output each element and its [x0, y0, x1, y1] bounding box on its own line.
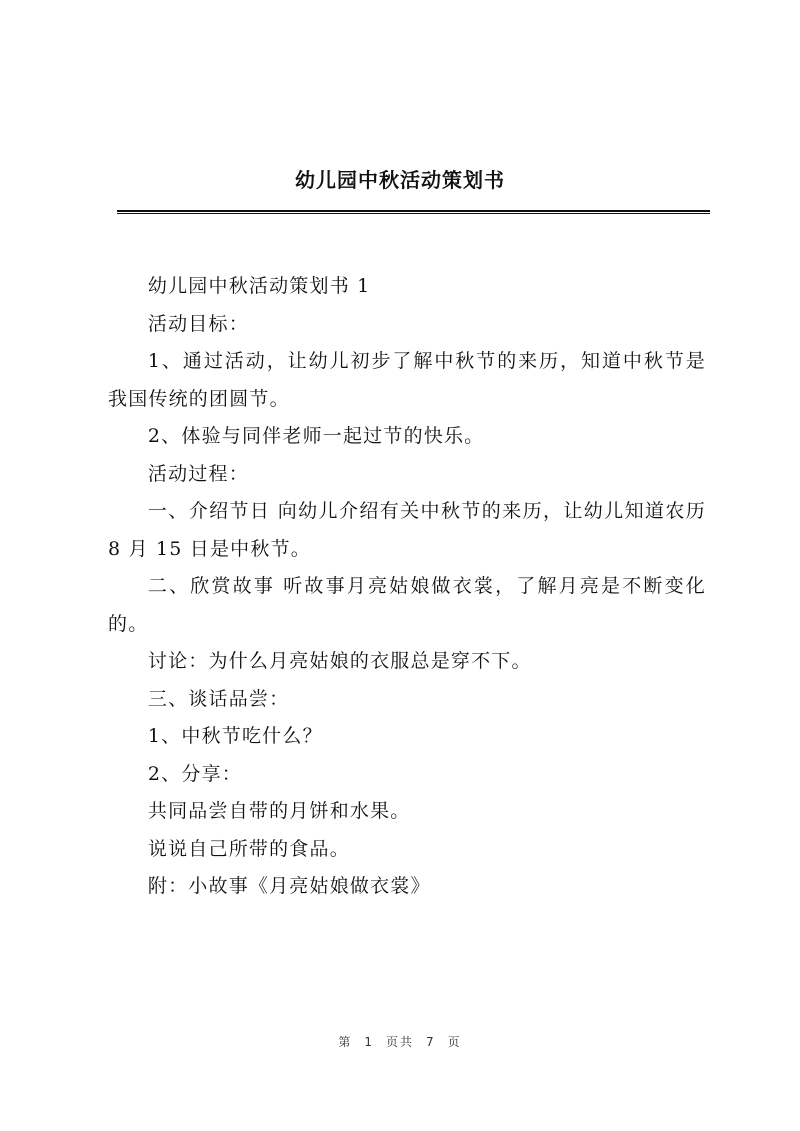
- paragraph-share-2: 说说自己所带的食品。: [147, 837, 350, 860]
- paragraph-discussion: 讨论：为什么月亮姑娘的衣服总是穿不下。: [147, 650, 532, 672]
- paragraph-question-1: 1、中秋节吃什么？: [147, 725, 323, 747]
- footer-label-of: 页共: [385, 1035, 414, 1049]
- paragraph-step-3: 三、谈话品尝：: [147, 687, 290, 710]
- footer-label-end: 页: [447, 1035, 462, 1049]
- document-title: 幼儿园中秋活动策划书: [295, 168, 505, 192]
- paragraph-goal-1: 1、通过活动，让幼儿初步了解中秋节的来历，知道中秋节是我国传统的团圆节。: [108, 350, 706, 410]
- page-footer: [0, 1033, 800, 1050]
- paragraph-step-2: 二、欣赏故事 听故事月亮姑娘做衣裳，了解月亮是不断变化的。: [108, 575, 706, 635]
- title-divider: [117, 210, 710, 214]
- footer-current-page: 1: [364, 1035, 374, 1049]
- paragraph-goals-label: 活动目标：: [147, 312, 249, 335]
- document-body: [108, 268, 706, 906]
- paragraph-share-1: 共同品尝自带的月饼和水果。: [147, 800, 411, 822]
- paragraph-step-1: 一、介绍节日 向幼儿介绍有关中秋节的来历，让幼儿知道农历 8 月 15 日是中秋节。: [108, 500, 706, 560]
- paragraph-appendix: 附：小故事《月亮姑娘做衣裳》: [147, 875, 431, 897]
- footer-total-pages: 7: [426, 1035, 436, 1049]
- paragraph-process-label: 活动过程：: [147, 462, 249, 485]
- paragraph-goal-2: 2、体验与同伴老师一起过节的快乐。: [147, 425, 485, 447]
- paragraph-question-2: 2、分享：: [147, 762, 242, 785]
- paragraph-heading: 幼儿园中秋活动策划书 1: [147, 275, 371, 297]
- footer-label-page: 第: [338, 1035, 353, 1049]
